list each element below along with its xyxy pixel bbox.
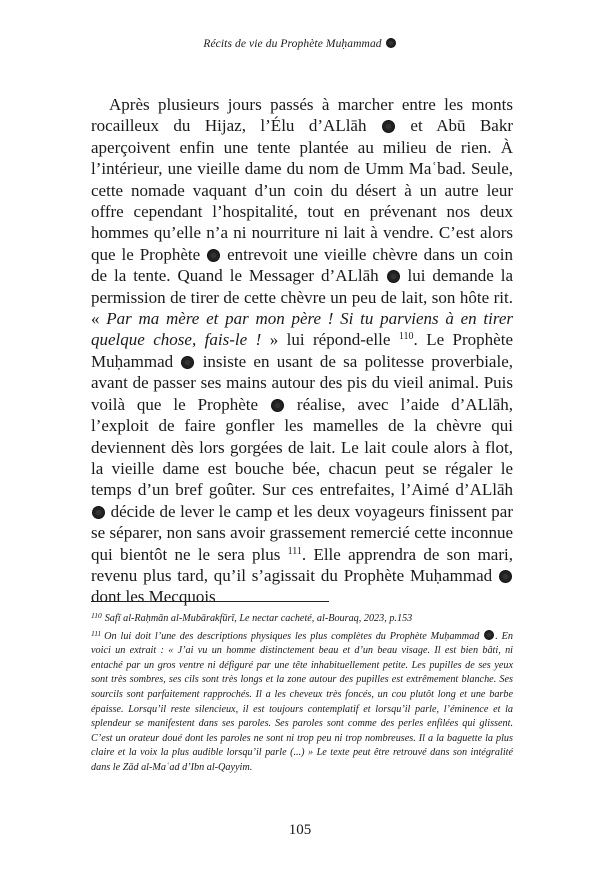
- footnote-text: Safī al-Raḥmān al-Mubārakfūrī, Le nectar cacheté, al-Bouraq, 2023, p.153: [104, 613, 413, 624]
- footnote-divider: [91, 601, 329, 602]
- footnote-number: 110: [91, 611, 102, 620]
- salawat-seal-icon: [499, 570, 512, 583]
- text-run: dont les Mecquois: [91, 587, 216, 607]
- salawat-seal-icon: [92, 506, 105, 519]
- footnote-text: On lui doit l’une des descriptions physiques les plus complètes du Prophète Muḥammad: [104, 630, 480, 642]
- footnote-ref[interactable]: 110: [398, 331, 414, 343]
- footnote-text: . En voici un extrait : « J’ai vu un homme distinctement beau et d’un beau visage. Il est bien bâti, ni entaché par un gros ventre ni défiguré par une tête inhabituellement petite. Les pupilles de ses yeux sont très sombres, ses cils sont très longs et la zone autour des pupilles est extrêmement blanche. Ses sourcils sont parfaitement rapprochés. Il a les cheveux très foncés, un cou plutôt long et une barbe épaisse. Lorsqu’il reste silencieux, il est toujours contemplatif et lorsqu’il parle, l’éminence et la splendeur se manifestent dans ses paroles. Ses paroles sont comme des perles enfilées qui glissent. C’est un orateur doué dont les paroles ne sont ni trop peu ni trop nombreuses. Il a la baguette la plus claire et la voix la plus audible lorsqu’il parle (...) » Le texte peut être retrouvé dans son intégralité dans le Zād al-Maʿad d’Ibn al-Qayyim.: [91, 630, 513, 773]
- salawat-seal-icon: [382, 120, 395, 133]
- salawat-seal-icon: [271, 399, 284, 412]
- main-text: [91, 94, 513, 608]
- text-run: . Le Prophète Muḥammad: [91, 330, 513, 371]
- salawat-seal-icon: [207, 249, 220, 262]
- salawat-seal-icon: [484, 630, 494, 640]
- text-run: » lui répond-elle: [261, 330, 399, 350]
- footnote: [91, 627, 513, 776]
- text-run: Après plusieurs jours passés à marcher entre les monts rocailleux du Hijaz, l’Élu d’ALlāh: [91, 95, 513, 136]
- running-title: Récits de vie du Prophète Muḥammad: [203, 38, 382, 50]
- salawat-seal-icon: [386, 38, 396, 48]
- paragraph: [91, 94, 513, 608]
- text-run: insiste en usant de sa politesse proverbiale, avant de passer ses mains autour des pis du vieil animal. Puis voilà que le Prophète: [91, 351, 513, 414]
- salawat-seal-icon: [387, 270, 400, 283]
- quote: Par ma mère et par mon père ! Si tu parviens à en tirer quelque chose, fais-le !: [91, 309, 513, 350]
- footnote: [91, 609, 513, 627]
- text-run: décide de lever le camp et les deux voyageurs finissent par se séparer, non sans avoir grassement remercié cette inconnue qui bientôt ne le sera plus: [91, 501, 514, 564]
- page-number: 105: [288, 822, 312, 838]
- text-run: . Elle apprendra de son mari, revenu plus tard, qu’il s’agissait du Prophète Muḥammad: [91, 544, 513, 585]
- salawat-seal-icon: [181, 356, 194, 369]
- text-run: réalise, avec l’aide d’ALlāh, l’exploit de faire gonfler les mamelles de la chèvre qui deviennent dès lors gorgées de lait. Le lait coule alors à flot, la vieille dame est bouche bée, chacun peut se régaler le temps d’un bref goûter. Sur ces entrefaites, l’Aimé d’ALlāh: [91, 394, 513, 500]
- text-run: et Abū Bakr aperçoivent enfin une tente plantée au milieu de rien. À l’intérieur, une vieille dame du nom de Umm Maʿbad. Seule, cette nomade vaquant d’un coin du désert à un autre leur offre cependant l’hospitalité, tout en prévenant nos deux hommes qu’elle n’a ni nourriture ni lait à vendre. C’est alors que le Prophète: [91, 116, 514, 264]
- footnote-number: 111: [91, 628, 102, 638]
- footnotes: [91, 609, 513, 776]
- running-header: [0, 38, 600, 50]
- text-run: lui demande la permission de tirer de cette chèvre un peu de lait, son hôte rit. «: [91, 266, 514, 329]
- text-run: entrevoit une vieille chèvre dans un coin de la tente. Quand le Messager d’ALlāh: [91, 244, 514, 286]
- footnote-ref[interactable]: 111: [287, 545, 302, 557]
